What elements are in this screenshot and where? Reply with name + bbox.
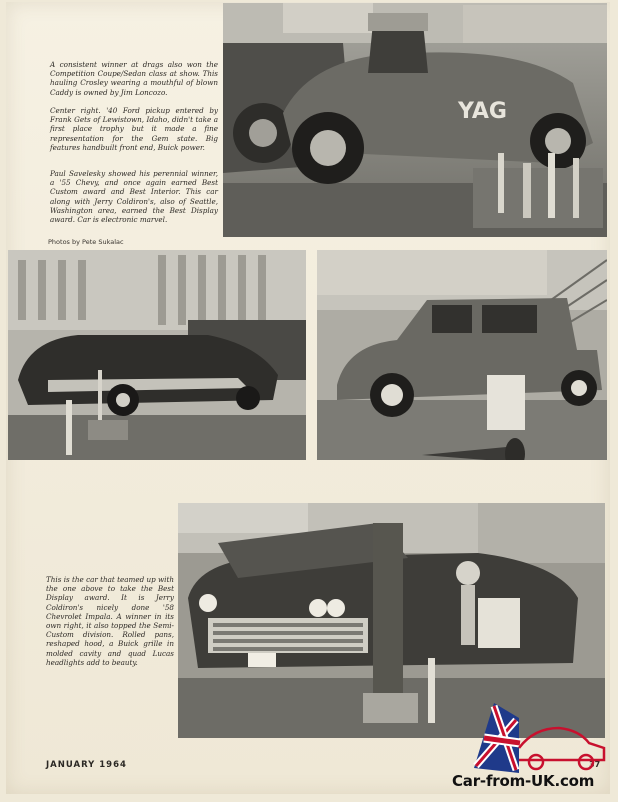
caption-chevy: Paul Savelesky showed his perennial winner, a '55 Chevy, and once again earned Best Custom award and Best Interior. This car along with Jerry Coldiron's, also of Seattle, Washington area, earned the Best Display award. Car is electronic marvel. xyxy=(50,169,218,225)
issue-date: JANUARY 1964 xyxy=(46,760,127,770)
page-number: 37 xyxy=(589,760,601,769)
photo-credit: Photos by Pete Sukalac xyxy=(48,238,124,246)
photo-ford-pickup xyxy=(317,250,607,460)
caption-ford-pickup: Center right. '40 Ford pickup entered by Frank Gets of Lewistown, Idaho, didn't take a first place trophy but it made a fine representation for the Gem state. Big features handbuilt front end, Buick power. xyxy=(50,106,218,152)
car-silhouette-icon xyxy=(519,728,604,769)
caption-crosley: A consistent winner at drags also won the Competition Coupe/Sedan class at show. This hauling Crosley wearing a mouthful of blown Caddy is owned by Jim Loncozo. xyxy=(50,60,218,97)
photo-chevy xyxy=(8,250,306,460)
caption-impala: This is the car that teamed up with the one above to take the Best Display award. It is Jerry Coldiron's nicely done '58 Chevrolet Impala. A winner in its own right, it also topped the Semi-Custom division. Rolled pans, reshaped hood, a Buick grille in molded cavity and quad Lucas headlights add to beauty. xyxy=(46,575,174,667)
union-jack-icon xyxy=(474,703,520,773)
photo-crosley xyxy=(223,3,607,237)
watermark-text: Car-from-UK.com xyxy=(452,772,595,790)
photo-car-number: YAG xyxy=(458,99,507,124)
